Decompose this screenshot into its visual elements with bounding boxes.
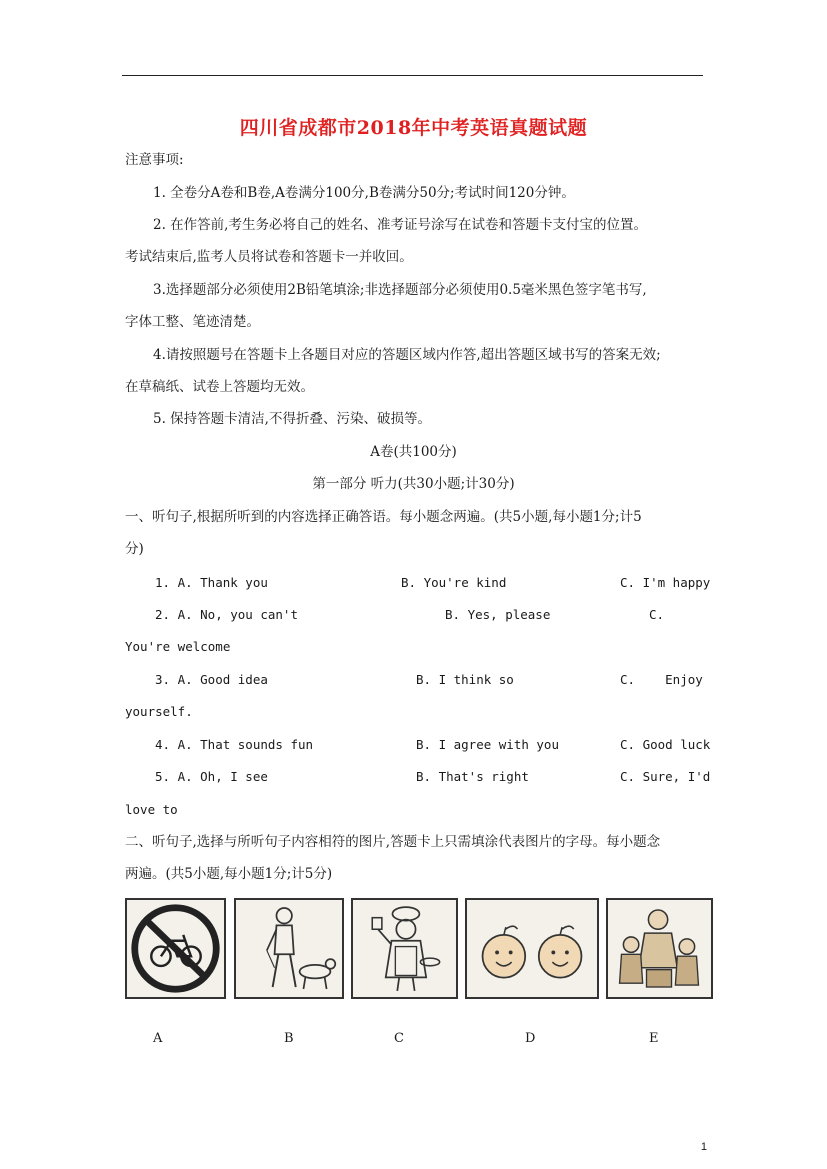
picture-label: E — [649, 1031, 659, 1046]
question-option-b: B. That's right — [416, 769, 529, 784]
notice-item: 3.选择题部分必须使用2B铅笔填涂;非选择题部分必须使用0.5毫米黑色签字笔书写, — [153, 282, 647, 298]
question-option-a: 5. A. Oh, I see — [155, 769, 268, 784]
question-option-b: B. You're kind — [401, 575, 507, 590]
picture-b — [234, 898, 344, 999]
notice-item: 字体工整、笔迹清楚。 — [125, 314, 260, 330]
no-bicycle-sign-icon — [127, 900, 224, 997]
page-number: 1 — [700, 1141, 707, 1153]
picture-label: C — [394, 1031, 404, 1046]
question-option-a: 3. A. Good idea — [155, 672, 268, 687]
question-option-b: B. I agree with you — [416, 737, 559, 752]
question-option-cont: yourself. — [125, 704, 193, 719]
man-walking-dog-icon — [236, 900, 342, 997]
picture-d — [465, 898, 599, 999]
notice-item: 5. 保持答题卡清洁,不得折叠、污染、破损等。 — [153, 411, 431, 427]
notice-item: 考试结束后,监考人员将试卷和答题卡一并收回。 — [125, 249, 413, 265]
notice-heading: 注意事项: — [125, 152, 184, 168]
question-option-c: C. — [649, 607, 665, 622]
question-option-c: C. Sure, I'd — [620, 769, 711, 784]
q2-instruction-cont: 两遍。(共5小题,每小题1分;计5分) — [125, 866, 333, 882]
question-option-b: B. I think so — [416, 672, 514, 687]
question-option-cont: You're welcome — [125, 639, 231, 654]
cook-icon — [353, 900, 456, 997]
smiling-fruits-icon — [467, 900, 597, 997]
notice-item: 1. 全卷分A卷和B卷,A卷满分100分,B卷满分50分;考试时间120分钟。 — [153, 185, 575, 201]
question-option-c: C. Good luck — [620, 737, 711, 752]
q2-instruction: 二、听句子,选择与所听句子内容相符的图片,答题卡上只需填涂代表图片的字母。每小题念 — [125, 834, 661, 850]
picture-e — [606, 898, 713, 999]
header-rule — [122, 75, 703, 76]
question-option-a: 1. A. Thank you — [155, 575, 268, 590]
question-option-c: C. I'm happy — [620, 575, 711, 590]
q1-instruction-cont: 分) — [125, 541, 144, 557]
section-a-heading: A卷(共100分) — [370, 444, 457, 460]
picture-label: B — [284, 1031, 294, 1046]
picture-a — [125, 898, 226, 999]
question-option-cont: love to — [125, 802, 178, 817]
question-option-c: C. Enjoy — [620, 672, 703, 687]
family-photo-icon — [608, 900, 711, 997]
question-option-a: 4. A. That sounds fun — [155, 737, 314, 752]
picture-label: A — [153, 1031, 163, 1046]
page-title: 四川省成都市2018年中考英语真题试题 — [239, 117, 588, 139]
question-option-b: B. Yes, please — [445, 607, 551, 622]
q1-instruction: 一、听句子,根据所听到的内容选择正确答语。每小题念两遍。(共5小题,每小题1分;计5 — [125, 509, 642, 525]
picture-c — [351, 898, 458, 999]
notice-item: 4.请按照题号在答题卡上各题目对应的答题区域内作答,超出答题区域书写的答案无效; — [153, 347, 661, 363]
notice-item: 在草稿纸、试卷上答题均无效。 — [125, 379, 314, 395]
part1-heading: 第一部分 听力(共30小题;计30分) — [312, 476, 515, 492]
question-option-a: 2. A. No, you can't — [155, 607, 298, 622]
notice-item: 2. 在作答前,考生务必将自己的姓名、准考证号涂写在试卷和答题卡支付宝的位置。 — [153, 217, 647, 233]
picture-label: D — [525, 1031, 536, 1046]
